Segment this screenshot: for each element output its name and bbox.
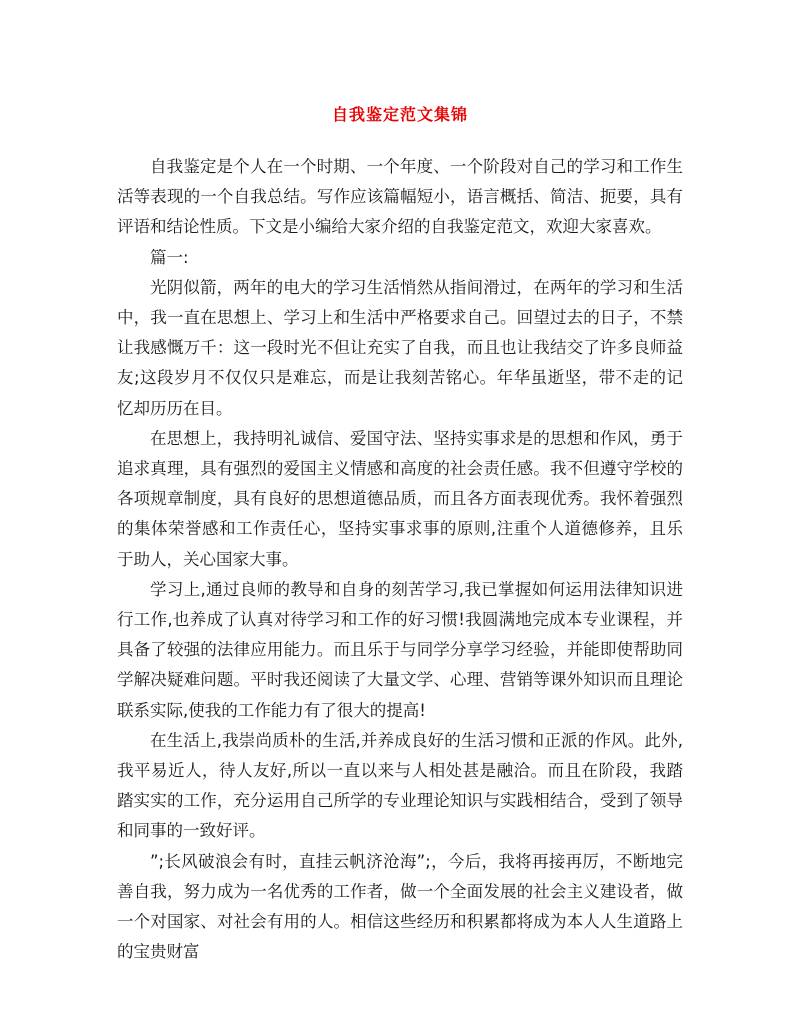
paragraph-intro: 自我鉴定是个人在一个时期、一个年度、一个阶段对自己的学习和工作生活等表现的一个自我总结。写作应该篇幅短小，语言概括、简洁、扼要，具有评语和结论性质。下文是小编给大家介绍的自我鉴定范文，欢迎大家喜欢。 [117, 157, 683, 237]
paragraph-study: 学习上,通过良师的教导和自身的刻苦学习,我已掌握如何运用法律知识进行工作,也养成了认真对待学习和工作的好习惯!我圆满地完成本专业课程，并具备了较强的法律应用能力。而且乐于与同学分享学习经验，并能即使帮助同学解决疑难问题。平时我还阅读了大量文学、心理、营销等课外知识而且理论联系实际,使我的工作能力有了很大的提高! [117, 579, 683, 720]
paragraph-ideology: 在思想上，我持明礼诚信、爱国守法、坚持实事求是的思想和作风，勇于追求真理，具有强烈的爱国主义情感和高度的社会责任感。我不但遵守学校的各项规章制度，具有良好的思想道德品质，而且各方面表现优秀。我怀着强烈的集体荣誉感和工作责任心，坚持实事求事的原则,注重个人道德修养，且乐于助人，关心国家大事。 [117, 428, 683, 569]
document-body [117, 152, 683, 967]
paragraph-section-heading: 篇一: [150, 247, 189, 267]
paragraph-life: 在生活上,我崇尚质朴的生活,并养成良好的生活习惯和正派的作风。此外,我平易近人，待人友好,所以一直以来与人相处甚是融洽。而且在阶段，我踏踏实实的工作，充分运用自己所学的专业理论知识与实践相结合，受到了领导和同事的一致好评。 [117, 730, 683, 841]
document-title: 自我鉴定范文集锦 [331, 105, 468, 124]
paragraph-future: ”;长风破浪会有时，直挂云帆济沧海”;，今后，我将再接再厉，不断地完善自我，努力成为一名优秀的工作者，做一个全面发展的社会主义建设者，做一个对国家、对社会有用的人。相信这些经历和积累都将成为本人人生道路上的宝贵财富 [117, 851, 683, 962]
paragraph-time-reflection: 光阴似箭，两年的电大的学习生活悄然从指间滑过，在两年的学习和生活中，我一直在思想上、学习上和生活中严格要求自己。回望过去的日子，不禁让我感慨万千：这一段时光不但让充实了自我，而且也让我结交了许多良师益友;这段岁月不仅仅只是难忘，而是让我刻苦铭心。年华虽逝坚，带不走的记忆却历历在目。 [117, 277, 683, 418]
